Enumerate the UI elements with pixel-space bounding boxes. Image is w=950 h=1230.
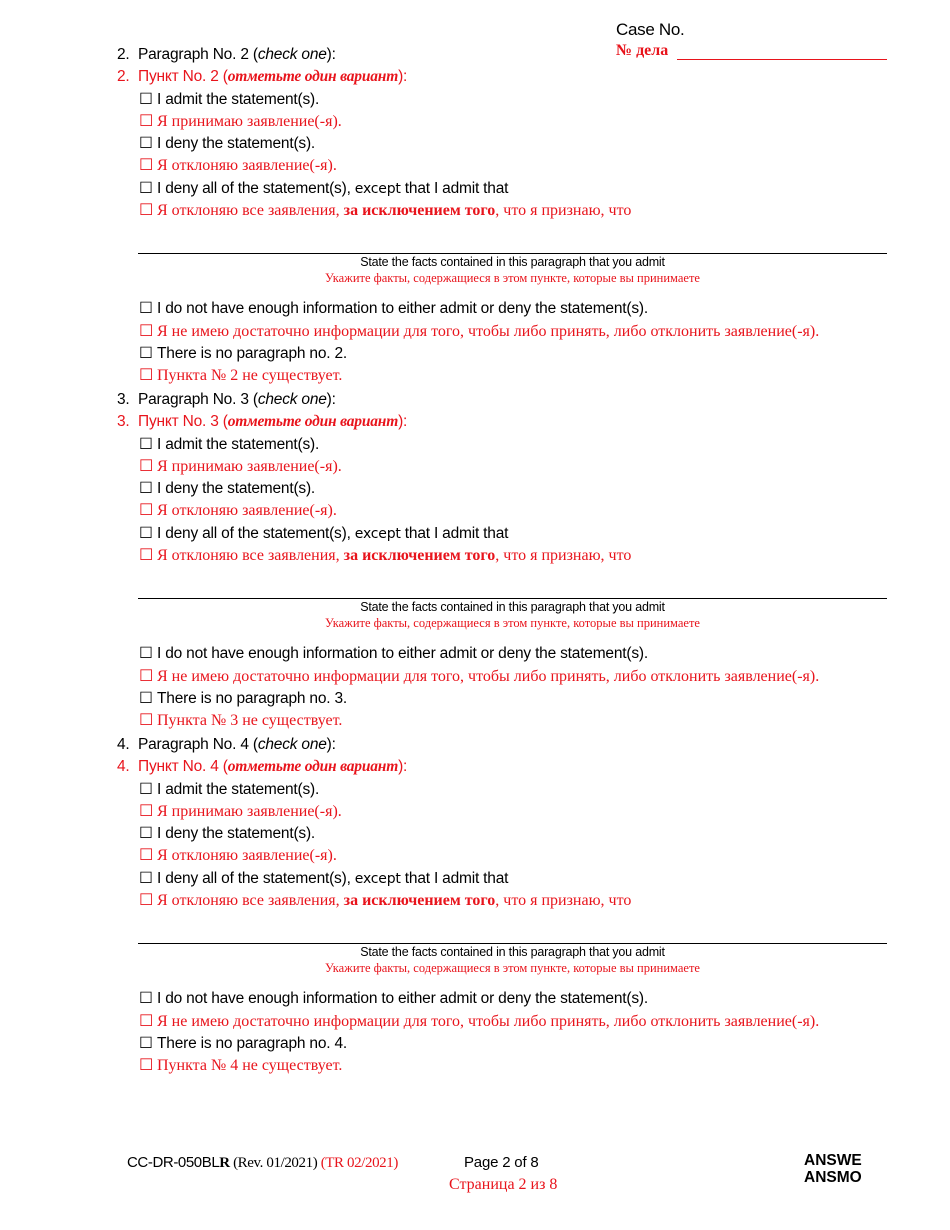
option-label: I deny all of the statement(s),: [157, 869, 355, 887]
checkbox-icon[interactable]: ☐: [139, 712, 154, 730]
paragraph-heading: [117, 389, 897, 411]
option-admit[interactable]: [117, 89, 897, 111]
option-no-paragraph[interactable]: [117, 343, 897, 365]
paragraph-section-2: [117, 44, 897, 388]
form-revision: (Rev. 01/2021): [229, 1155, 318, 1171]
option-admit-ru[interactable]: [117, 456, 897, 478]
admitted-facts-field[interactable]: [138, 584, 887, 599]
option-label: There is no paragraph no. 2.: [157, 344, 347, 362]
heading-emphasis: check one: [257, 736, 327, 753]
admitted-facts-field[interactable]: [138, 929, 887, 944]
field-caption-ru: Укажите факты, содержащиеся в этом пункте, которые вы принимаете: [325, 271, 700, 286]
option-label: Я не имею достаточно информации для того, чтобы либо принять, либо отклонить заявление(-я).: [157, 1012, 820, 1030]
checkbox-icon[interactable]: ☐: [139, 322, 154, 340]
heading-text-ru: Пункт No. 2 (: [138, 68, 228, 86]
option-no-info[interactable]: [117, 643, 897, 665]
paragraph-number: 4.: [117, 736, 130, 753]
option-label-emphasis: except: [354, 870, 401, 887]
field-caption: State the facts contained in this paragraph that you admit: [360, 945, 665, 960]
option-label: I deny the statement(s).: [157, 480, 316, 498]
option-admit[interactable]: [117, 434, 897, 456]
field-caption-ru: Укажите факты, содержащиеся в этом пункте, которые вы принимаете: [325, 961, 700, 976]
option-deny-except-ru[interactable]: [117, 890, 897, 912]
option-label-suffix: that I admit that: [400, 524, 509, 542]
option-label-emphasis: except: [354, 525, 401, 542]
option-label: Я принимаю заявление(-я).: [157, 457, 342, 475]
option-label: I deny the statement(s).: [157, 825, 316, 843]
option-no-paragraph-ru[interactable]: [117, 710, 897, 732]
option-label-suffix: that I admit that: [400, 869, 509, 887]
checkbox-icon[interactable]: ☐: [139, 457, 154, 475]
option-label: Я отклоняю заявление(-я).: [157, 847, 337, 865]
option-deny-except[interactable]: [117, 178, 897, 200]
option-no-info-ru[interactable]: [117, 321, 897, 343]
checkbox-icon[interactable]: ☐: [139, 825, 153, 843]
paragraph-heading-ru: [117, 411, 897, 433]
option-no-paragraph[interactable]: [117, 1033, 897, 1055]
option-deny-ru[interactable]: [117, 500, 897, 522]
option-label: Я отклоняю заявление(-я).: [157, 157, 337, 175]
heading-suffix-ru: ):: [398, 413, 408, 431]
option-label-emphasis: except: [354, 180, 401, 197]
option-admit-ru[interactable]: [117, 801, 897, 823]
option-label: Я не имею достаточно информации для того, чтобы либо принять, либо отклонить заявление(-я).: [157, 322, 820, 340]
checkbox-icon[interactable]: ☐: [139, 869, 153, 887]
checkbox-icon[interactable]: ☐: [139, 435, 153, 453]
paragraph-number-ru: 4.: [117, 758, 130, 776]
option-no-info[interactable]: [117, 988, 897, 1010]
field-caption: State the facts contained in this paragraph that you admit: [360, 600, 665, 615]
checkbox-icon[interactable]: ☐: [139, 892, 154, 910]
checkbox-icon[interactable]: ☐: [139, 135, 153, 153]
option-label: I do not have enough information to either admit or deny the statement(s).: [157, 645, 648, 663]
option-label-suffix: that I admit that: [400, 179, 509, 197]
field-caption: State the facts contained in this paragraph that you admit: [360, 255, 665, 270]
option-deny-ru[interactable]: [117, 845, 897, 867]
checkbox-icon[interactable]: ☐: [139, 1012, 154, 1030]
checkbox-icon[interactable]: ☐: [139, 90, 153, 108]
heading-text: Paragraph No. 4 (: [138, 736, 258, 753]
heading-suffix-ru: ):: [398, 758, 408, 776]
option-label: I deny the statement(s).: [157, 135, 316, 153]
paragraph-number-ru: 2.: [117, 68, 130, 86]
paragraph-number: 3.: [117, 391, 130, 408]
option-label: I deny all of the statement(s),: [157, 179, 355, 197]
checkbox-icon[interactable]: ☐: [139, 547, 154, 565]
case-number-label: Case No.: [616, 20, 685, 39]
option-deny-except-ru[interactable]: [117, 545, 897, 567]
option-deny-except[interactable]: [117, 523, 897, 545]
heading-text: Paragraph No. 2 (: [138, 46, 258, 63]
option-label-suffix: , что я признаю, что: [495, 547, 632, 565]
checkbox-icon[interactable]: ☐: [139, 524, 153, 542]
checkbox-icon[interactable]: ☐: [139, 300, 153, 318]
checkbox-icon[interactable]: ☐: [139, 689, 153, 707]
form-title-line2: ANSMO: [804, 1169, 862, 1186]
option-label: Я отклоняю все заявления,: [157, 547, 344, 565]
option-no-info[interactable]: [117, 298, 897, 320]
option-admit[interactable]: [117, 779, 897, 801]
option-no-paragraph-ru[interactable]: [117, 365, 897, 387]
option-deny-ru[interactable]: [117, 155, 897, 177]
option-label: I deny all of the statement(s),: [157, 524, 355, 542]
option-label: There is no paragraph no. 4.: [157, 1034, 347, 1052]
option-deny[interactable]: [117, 133, 897, 155]
paragraph-section-3: [117, 389, 897, 733]
checkbox-icon[interactable]: ☐: [139, 645, 153, 663]
form-code: CC-DR-050BL: [127, 1154, 220, 1171]
option-label: There is no paragraph no. 3.: [157, 689, 347, 707]
heading-text: Paragraph No. 3 (: [138, 391, 258, 408]
heading-emphasis: check one: [257, 46, 327, 63]
checkbox-icon[interactable]: ☐: [139, 847, 154, 865]
heading-emphasis-ru: отметьте один вариант: [227, 68, 399, 86]
paragraph-number-ru: 3.: [117, 413, 130, 431]
paragraph-heading: [117, 734, 897, 756]
option-label: I do not have enough information to either admit or deny the statement(s).: [157, 990, 648, 1008]
checkbox-icon[interactable]: ☐: [139, 1057, 154, 1075]
heading-suffix-ru: ):: [398, 68, 408, 86]
page-number-ru: Страница 2 из 8: [449, 1176, 558, 1193]
checkbox-icon[interactable]: ☐: [139, 1034, 153, 1052]
paragraph-heading-ru: [117, 756, 897, 778]
paragraph-section-4: [117, 734, 897, 1078]
option-label: Пункта № 2 не существует.: [157, 367, 343, 385]
heading-emphasis-ru: отметьте один вариант: [227, 413, 399, 431]
checkbox-icon[interactable]: ☐: [139, 990, 153, 1008]
form-translation-revision: (TR 02/2021): [317, 1155, 398, 1171]
option-label: I do not have enough information to either admit or deny the statement(s).: [157, 300, 648, 318]
paragraph-heading: [117, 44, 897, 66]
checkbox-icon[interactable]: ☐: [139, 367, 154, 385]
option-label-emphasis: за исключением того: [343, 547, 496, 565]
paragraph-number: 2.: [117, 46, 130, 63]
checkbox-icon[interactable]: ☐: [139, 480, 153, 498]
option-label: Пункта № 4 не существует.: [157, 1057, 343, 1075]
heading-text-ru: Пункт No. 4 (: [138, 758, 228, 776]
case-number-label-ru: № дела: [616, 42, 669, 59]
checkbox-icon[interactable]: ☐: [139, 502, 154, 520]
checkbox-icon[interactable]: ☐: [139, 780, 153, 798]
option-label: Пункта № 3 не существует.: [157, 712, 343, 730]
option-no-paragraph-ru[interactable]: [117, 1055, 897, 1077]
checkbox-icon[interactable]: ☐: [139, 802, 154, 820]
form-code-suffix: R: [219, 1155, 230, 1171]
option-label: Я отклоняю заявление(-я).: [157, 502, 337, 520]
form-title-line1: ANSWE: [804, 1152, 862, 1169]
option-no-info-ru[interactable]: [117, 1011, 897, 1033]
option-deny[interactable]: [117, 478, 897, 500]
option-deny-except-ru[interactable]: [117, 200, 897, 222]
paragraph-heading-ru: [117, 66, 897, 88]
footer-form-id: [127, 1154, 398, 1172]
form-title: [804, 1152, 862, 1186]
option-label: Я принимаю заявление(-я).: [157, 112, 342, 130]
heading-suffix: ):: [326, 46, 336, 63]
option-label-suffix: , что я признаю, что: [495, 202, 632, 220]
option-deny[interactable]: [117, 823, 897, 845]
checkbox-icon[interactable]: ☐: [139, 179, 153, 197]
option-label: Я отклоняю все заявления,: [157, 202, 344, 220]
option-no-info-ru[interactable]: [117, 666, 897, 688]
option-label-suffix: , что я признаю, что: [495, 892, 632, 910]
option-label-emphasis: за исключением того: [343, 202, 496, 220]
field-caption-ru: Укажите факты, содержащиеся в этом пункте, которые вы принимаете: [325, 616, 700, 631]
checkbox-icon[interactable]: ☐: [139, 667, 154, 685]
option-deny-except[interactable]: [117, 868, 897, 890]
option-no-paragraph[interactable]: [117, 688, 897, 710]
checkbox-icon[interactable]: ☐: [139, 202, 154, 220]
checkbox-icon[interactable]: ☐: [139, 344, 153, 362]
option-label: I admit the statement(s).: [157, 435, 320, 453]
option-admit-ru[interactable]: [117, 111, 897, 133]
heading-emphasis-ru: отметьте один вариант: [227, 758, 399, 776]
heading-suffix: ):: [326, 391, 336, 408]
page-number: Page 2 of 8: [464, 1154, 539, 1171]
option-label: Я не имею достаточно информации для того, чтобы либо принять, либо отклонить заявление(-я).: [157, 667, 820, 685]
option-label: I admit the statement(s).: [157, 90, 320, 108]
heading-emphasis: check one: [257, 391, 327, 408]
heading-suffix: ):: [326, 736, 336, 753]
option-label-emphasis: за исключением того: [343, 892, 496, 910]
heading-text-ru: Пункт No. 3 (: [138, 413, 228, 431]
admitted-facts-field[interactable]: [138, 239, 887, 254]
option-label: I admit the statement(s).: [157, 780, 320, 798]
checkbox-icon[interactable]: ☐: [139, 157, 154, 175]
option-label: Я принимаю заявление(-я).: [157, 802, 342, 820]
checkbox-icon[interactable]: ☐: [139, 112, 154, 130]
option-label: Я отклоняю все заявления,: [157, 892, 344, 910]
